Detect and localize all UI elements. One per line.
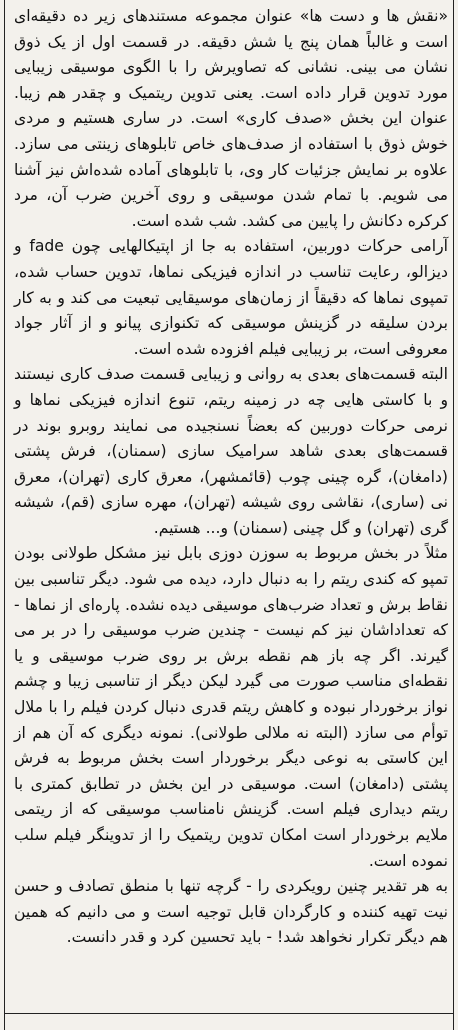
bottom-rule bbox=[4, 1013, 454, 1014]
paragraph-camera-and-editing: آرامی حرکات دوربین، استفاده به جا از اپتیکالهایی چون fade و دیزالو، رعایت تناسب در اندازه فیزیکی نماها، تدوین حساب شده، تمپوی نماها که دقیقاً از زمان‌های موسیقایی تبعیت می کند و به کار بردن سلیقه در گزینش موسیقی که تکنوازی پیانو و از آثار جواد معروفی است، بر زیبایی فیلم افزوده شده است. bbox=[14, 237, 448, 358]
paragraph-intro: «نقش ها و دست ها» عنوان مجموعه مستندهای زیر ده دقیقه‌ای است و غالباً همان پنج یا شش دقیقه. در قسمت اول از یک ذوق نشان می بینی. نشانی که تصاویرش را با الگوی موسیقی زیبایی مورد تدوین قرار داده است. یعنی تدوین ریتمیک و چقدر هم زیبا. عنوان این بخش «صدف کاری» است. در ساری هستیم و مردی خوش ذوق با استفاده از صدف‌های خاص تابلوهای زینتی می سازد. علاوه بر نمایش جزئیات کار وی، با تابلوهای آماده شده‌اش نیز آشنا می شویم. با تمام شدن موسیقی و روی آخرین ضرب آن، مرد کرکره دکانش را پایین می کشد. شب شده است. bbox=[14, 7, 448, 230]
left-column-rule bbox=[4, 0, 5, 1030]
paragraph-later-episodes: البته قسمت‌های بعدی به روانی و زیبایی قسمت صدف کاری نیستند و با کاستی هایی چه در زمینه ریتم، تنوع اندازه فیزیکی نماها و نرمی حرکات دوربین که بعضاً نسنجیده می نمایند روبرو بوند در قسمت‌های بعدی شاهد سرامیک سازی (سمنان)، فرش پشتی (دامغان)، گره چینی چوب (قائمشهر)، معرق کاری (تهران)، معرق نی (ساری)، نقاشی روی شیشه (تهران)، مهره سازی (قم)، شیشه گری (تهران) و گل چینی (سمنان) و... هستیم. bbox=[14, 365, 448, 537]
paragraph-conclusion: به هر تقدیر چنین رویکردی را - گرچه تنها با منطق تصادف و حسن نیت تهیه کننده و کارگردان قابل توجیه است و می دانیم که همین هم دیگر تکرار نخواهد شد! - باید تحسین کرد و قدر دانست. bbox=[14, 877, 448, 947]
paragraph-rhythm-issues: مثلاً در بخش مربوط به سوزن دوزی بابل نیز مشکل طولانی بودن تمپو که کندی ریتم را به دنبال دارد، دیده می شود. دیگر تناسبی بین نقاط برش و تعداد ضرب‌های موسیقی دیده نشده. پاره‌ای از نماها - که تعداداشان نیز کم نیست - چندین ضرب موسیقی را در بر می گیرند. اگر چه باز هم نقطه برش بر روی ضرب موسیقی و یا نقطه‌ای مناسب صورت می گیرد لیکن دیگر از تناسبی زیبا و چشم نواز برخوردار نبوده و کاهش ریتم قدری دنبال کردن فیلم را با ملال توأم می سازد (البته نه ملالی طولانی). نمونه دیگری که آن هم از این کاستی به نوعی دیگر برخوردار است بخش مربوط به فرش پشتی (دامغان) است. موسیقی در این بخش در تطابق کمتری با ریتم دیداری فیلم است. گزینش نامناسب موسیقی که از ریتمی ملایم برخوردار است امکان تدوین ریتمیک را از تدوینگر فیلم سلب نموده است. bbox=[14, 544, 448, 870]
right-column-rule bbox=[453, 0, 454, 1030]
article-body bbox=[14, 0, 448, 951]
